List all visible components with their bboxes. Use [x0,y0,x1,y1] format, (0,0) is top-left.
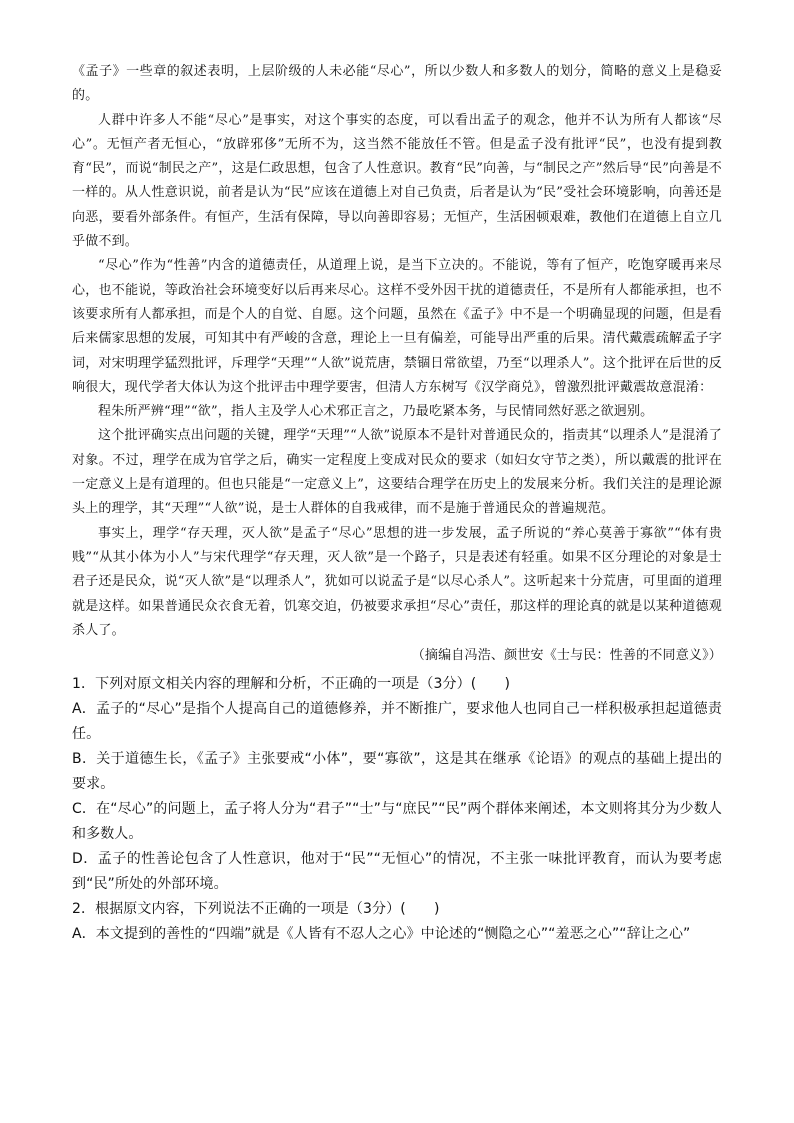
document-page [72,60,722,947]
passage-paragraph-3: “尽心”作为“性善”内含的道德责任，从道理上说，是当下立决的。不能说，等有了恒产，吃饱穿暖再来尽心，也不能说，等政治社会环境变好以后再来尽心。这样不受外因干扰的道德责任，不是所有人都能承担，也不该要求所有人都承担，而是个人的自觉、自愿。这个问题，虽然在《孟子》中不是一个明确显现的问题，但是看后来儒家思想的发展，可知其中有严峻的含意，理论上一旦有偏差，可能导出严重的后果。清代戴震疏解孟子字词，对宋明理学猛烈批评，斥理学“天理”“人欲”说荒唐，禁锢日常欲望，乃至“以理杀人”。这个批评在后世的反响很大，现代学者大体认为这个批评击中理学要害，但清人方东树写《汉学商兑》，曾激烈批评戴震故意混淆： [72,258,722,395]
passage-paragraph-5: 事实上，理学“存天理，灭人欲”是孟子“尽心”思想的进一步发展，孟子所说的“养心莫善于寡欲”“体有贵贱”“从其小体为小人”与宋代理学“存天理，灭人欲”是一个路子，只是表述有轻重。如果不区分理论的对象是士君子还是民众，说“灭人欲”是“以理杀人”，犹如可以说孟子是“以尽心杀人”。这听起来十分荒唐，可里面的道理就是这样。如果普通民众衣食无着，饥寒交迫，仍被要求承担“尽心”责任，那这样的理论真的就是以某种道德观杀人了。 [72,525,722,638]
question-2-option-a: A．本文提到的善性的“四端”就是《人皆有不忍人之心》中论述的“恻隐之心”“羞恶之心”“辞让之心” [72,926,691,943]
question-2-stem: 2．根据原文内容，下列说法不正确的一项是（3分）( ) [72,901,440,918]
question-1-option-c: C．在“尽心”的问题上，孟子将人分为“君子”“士”与“庶民”“民”两个群体来阐述，本文则将其分为少数人和多数人。 [72,801,722,843]
passage-source: （摘编自冯浩、颜世安《士与民：性善的不同意义》） [411,648,722,664]
passage-paragraph-2: 人群中许多人不能“尽心”是事实，对这个事实的态度，可以看出孟子的观念，他并不认为所有人都该“尽心”。无恒产者无恒心，“放辟邪侈”无所不为，这当然不能放任不管。但是孟子没有批评“民”，也没有提到教育“民”，而说“制民之产”，这是仁政思想，包含了人性意识。教育“民”向善，与“制民之产”然后导“民”向善是不一样的。从人性意识说，前者是认为“民”应该在道德上对自己负责，后者是认为“民”受社会环境影响，向善还是向恶，要看外部条件。有恒产，生活有保障，导以向善即容易；无恒产，生活困顿艰难，教他们在道德上自立几乎做不到。 [72,112,722,250]
question-section [72,672,722,947]
reading-passage [72,60,722,668]
question-1-option-d: D．孟子的性善论包含了人性意识，他对于“民”“无恒心”的情况，不主张一味批评教育，而认为要考虑到“民”所处的外部环境。 [72,851,722,893]
passage-quotation: 程朱所严辨“理”“欲”，指人主及学人心术邪正言之，乃最吃紧本务，与民情同然好恶之欲迥别。 [98,404,654,420]
passage-paragraph-1: 《孟子》一些章的叙述表明，上层阶级的人未必能“尽心”，所以少数人和多数人的划分，简略的意义上是稳妥的。 [72,64,722,104]
question-1-option-b: B．关于道德生长，《孟子》主张要戒“小体”，要“寡欲”，这是其在继承《论语》的观点的基础上提出的要求。 [72,751,722,793]
passage-paragraph-4: 这个批评确实点出问题的关键，理学“天理”“人欲”说原本不是针对普通民众的，指责其“以理杀人”是混淆了对象。不过，理学在成为官学之后，确实一定程度上变成对民众的要求（如妇女守节之类），所以戴震的批评在一定意义上是有道理的。但也只能是“一定意义上”，这要结合理学在历史上的发展来分析。我们关注的是理论源头上的理学，其“天理”“人欲”说，是士人群体的自我戒律，而不是施于普通民众的普遍规范。 [72,428,722,517]
question-1-stem: 1．下列对原文相关内容的理解和分析，不正确的一项是（3分）( ) [72,676,511,693]
question-1-option-a: A．孟子的“尽心”是指个人提高自己的道德修养，并不断推广，要求他人也同自己一样积极承担起道德责任。 [72,701,722,743]
